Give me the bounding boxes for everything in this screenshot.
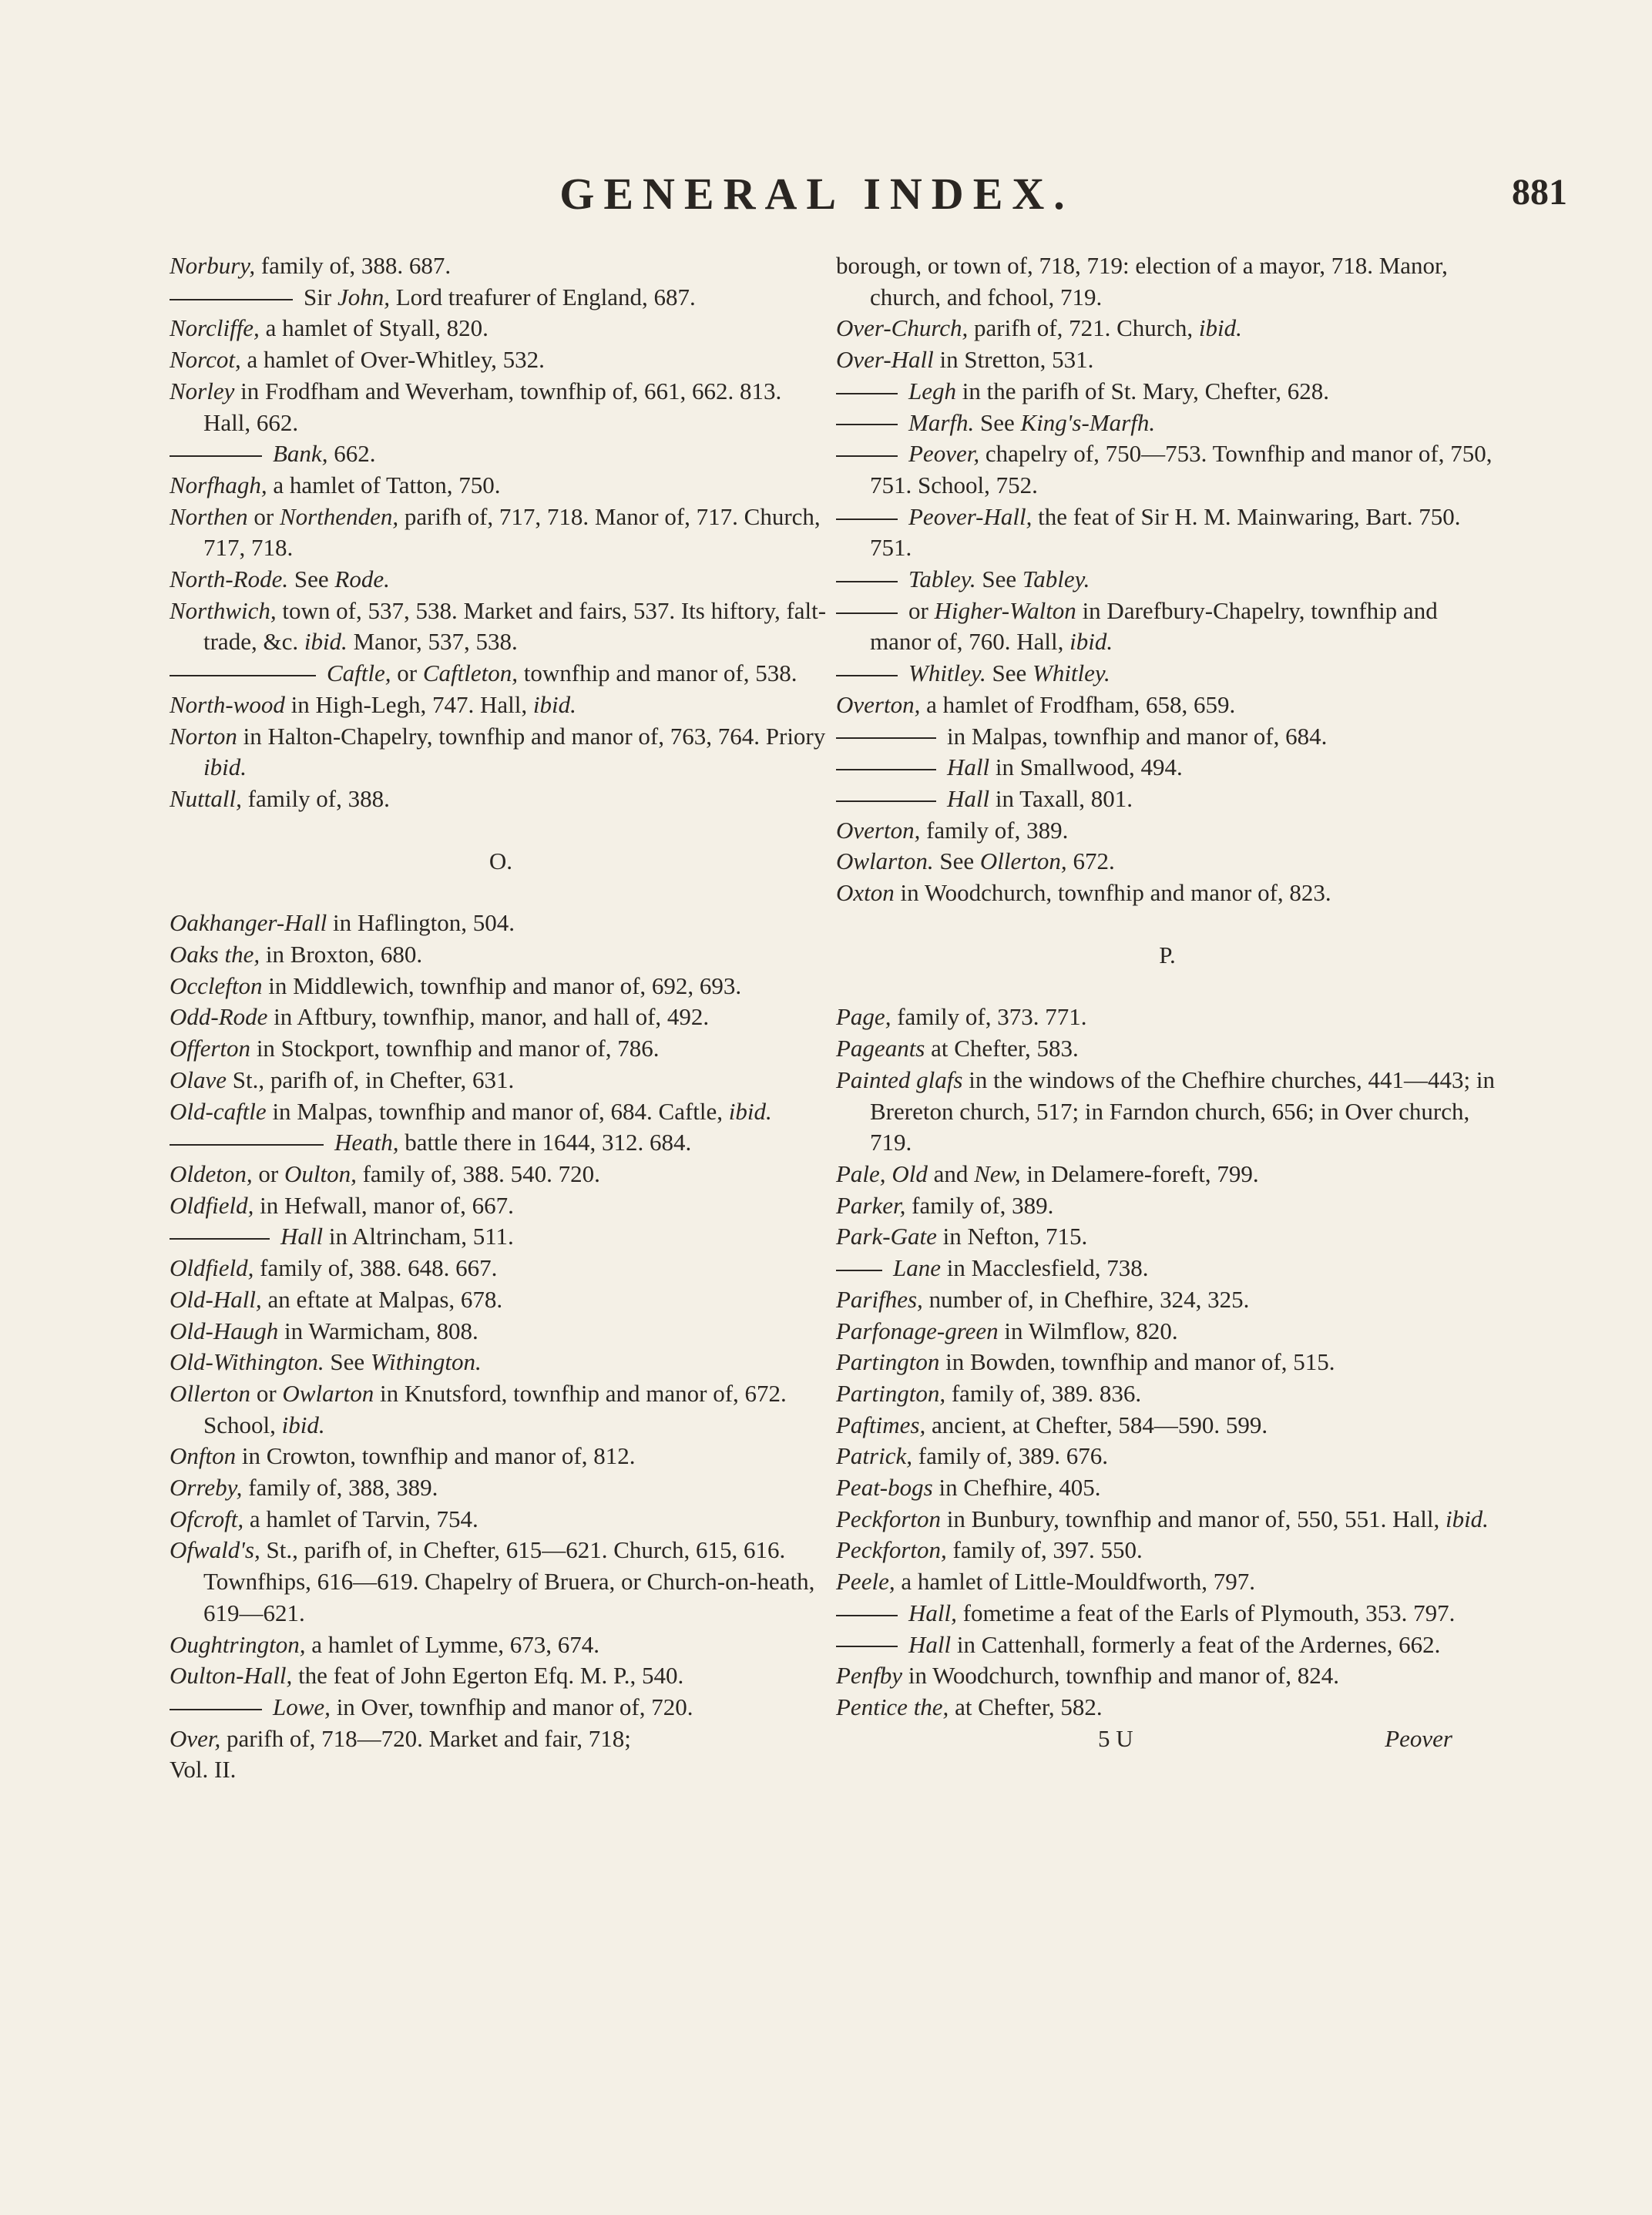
entry-term: Oxton <box>836 879 895 907</box>
entry-text: family of, 389. 676. <box>912 1442 1108 1470</box>
index-entry <box>836 1347 1499 1378</box>
entry-text: a hamlet of Over-Whitley, 532. <box>240 346 545 374</box>
entry-term: Orreby, <box>170 1474 243 1502</box>
index-entry <box>170 1033 832 1065</box>
index-entry <box>836 815 1499 847</box>
entry-text: in Bowden, townfhip and manor of, 515. <box>939 1348 1335 1376</box>
ditto-dash <box>836 769 936 770</box>
entry-text: in Delamere-foreft, 799. <box>1020 1160 1259 1187</box>
entry-text: in Stockport, townfhip and manor of, 786. <box>250 1035 660 1062</box>
left-column <box>170 250 832 1786</box>
index-entry <box>170 721 832 784</box>
entry-term: ibid. <box>728 1097 772 1125</box>
entry-term: Over-Hall <box>836 346 934 374</box>
page-title: GENERAL INDEX. <box>559 169 1074 219</box>
ditto-dash <box>836 519 898 520</box>
entry-term: Northenden, <box>279 502 399 530</box>
entry-text: at Chefter, 582. <box>949 1693 1103 1720</box>
entry-term: Park-Gate <box>836 1223 937 1250</box>
ditto-dash <box>836 737 936 739</box>
index-entry <box>170 596 832 658</box>
entry-term: North-Rode. <box>170 565 289 593</box>
entry-term: Parifhes, <box>836 1285 923 1313</box>
entry-text: parifh of, 717, 718. Manor of, 717. Church, 717, 718. <box>203 502 821 562</box>
entry-term: Page, <box>836 1003 891 1031</box>
entry-text: in the windows of the Chefhire churches, 441—443; in Brereton church, 517; in Farndon church, 656; in Over church, 719. <box>870 1066 1495 1156</box>
entry-text: a hamlet of Styall, 820. <box>259 314 489 342</box>
entry-text: in Knutsford, townfhip and manor of, 672. School, <box>203 1379 787 1438</box>
index-entry <box>836 1629 1499 1661</box>
entry-term: Patrick, <box>836 1442 912 1470</box>
entry-text: the feat of John Egerton Efq. M. P., 540. <box>292 1662 684 1690</box>
entry-text: in Middlewich, townfhip and manor of, 692, 693. <box>262 972 742 999</box>
entry-term: Oakhanger-Hall <box>170 909 327 937</box>
entry-term: Higher-Walton <box>934 596 1076 624</box>
entry-term: Rode. <box>334 565 390 593</box>
index-entry <box>170 1347 832 1378</box>
entry-text: in Darefbury-Chapelry, townfhip and manor of, 760. Hall, <box>870 596 1438 656</box>
entry-text: in Aftbury, townfhip, manor, and hall of, 492. <box>267 1003 710 1031</box>
entry-text: battle there in 1644, 312. 684. <box>398 1129 692 1156</box>
entry-term: King's-Marfh. <box>1020 408 1156 436</box>
ditto-dash <box>836 612 898 614</box>
index-entry <box>170 1441 832 1472</box>
entry-text: a hamlet of Little-Mouldfworth, 797. <box>895 1568 1256 1596</box>
index-entry <box>836 1033 1499 1065</box>
catchword: Peover <box>1385 1724 1452 1752</box>
entry-text: in Frodfham and Weverham, townfhip of, 661, 662. 813. Hall, 662. <box>203 377 782 436</box>
entry-term: Northwich, <box>170 596 277 624</box>
entry-term: Hall <box>947 753 990 781</box>
entry-term: Partington, <box>836 1379 946 1407</box>
entry-term: Hall, <box>908 1599 957 1626</box>
entry-term: Ollerton, <box>979 847 1067 875</box>
entry-text: in Woodchurch, townfhip and manor of, 824. <box>902 1662 1339 1690</box>
entry-term: Peat-bogs <box>836 1474 933 1502</box>
entry-term: Peover-Hall, <box>908 502 1032 530</box>
entry-text: chapelry of, 750—753. Townfhip and manor of, 750, 751. School, 752. <box>870 440 1493 498</box>
entry-text: See <box>974 408 1021 436</box>
entry-text: Manor, 537, 538. <box>347 628 518 656</box>
index-entry <box>836 1504 1499 1535</box>
entry-term: Ofwald's, <box>170 1536 260 1564</box>
entry-term: Northen <box>170 502 248 530</box>
index-entry <box>836 721 1499 753</box>
index-entry <box>836 784 1499 815</box>
entry-text: parifh of, 718—720. Market and fair, 718; <box>220 1724 631 1752</box>
entry-text: in Macclesfield, 738. <box>941 1254 1149 1282</box>
index-entry <box>836 1221 1499 1253</box>
index-entry <box>170 1629 832 1661</box>
index-entry <box>170 564 832 596</box>
index-entry <box>836 658 1499 690</box>
index-entry <box>170 1096 832 1128</box>
index-entry <box>836 1253 1499 1284</box>
entry-text: in Stretton, 531. <box>933 346 1094 374</box>
entry-text: in Altrincham, 511. <box>323 1223 514 1250</box>
entry-term: Tabley. <box>908 565 976 593</box>
index-entry <box>170 784 832 815</box>
index-entry <box>170 1221 832 1253</box>
entry-term: Odd-Rode <box>170 1003 268 1031</box>
entry-text: and <box>927 1160 975 1187</box>
entry-text: in Nefton, 715. <box>936 1223 1088 1250</box>
entry-term: Whitley. <box>908 659 986 687</box>
entry-term: Occlefton <box>170 972 263 999</box>
entry-text: in Malpas, townfhip and manor of, 684. <box>947 722 1328 750</box>
signature-mark: 5 U <box>1098 1724 1133 1752</box>
index-entry <box>170 1504 832 1535</box>
entry-term: Pentice the, <box>836 1693 949 1720</box>
entry-term: John, <box>337 283 390 310</box>
entry-text: in Malpas, townfhip and manor of, 684. Caftle, <box>266 1097 729 1125</box>
entry-text: in Bunbury, townfhip and manor of, 550, 551. Hall, <box>941 1505 1446 1532</box>
index-entry <box>836 1566 1499 1598</box>
entry-term: ibid. <box>203 753 247 781</box>
entry-text: See <box>985 659 1032 687</box>
entry-text: borough, or town of, 718, 719: election of a mayor, 718. Manor, church, and fchool, 719. <box>836 252 1448 310</box>
entry-text: ancient, at Chefter, 584—590. 599. <box>925 1411 1268 1438</box>
page-footer <box>836 1723 1499 1755</box>
entry-term: New, <box>974 1160 1021 1187</box>
entry-text: 662. <box>327 440 376 468</box>
entry-term: Hall <box>908 1630 952 1658</box>
ditto-dash <box>170 455 262 457</box>
ditto-dash <box>170 299 293 300</box>
entry-term: North-wood <box>170 690 285 718</box>
ditto-dash <box>170 1144 324 1146</box>
section-heading: P. <box>1159 941 1176 968</box>
ditto-dash <box>836 455 898 457</box>
entry-term: Norley <box>170 377 235 404</box>
index-entry <box>170 470 832 502</box>
entry-term: Oulton-Hall, <box>170 1662 293 1690</box>
entry-term: Old-Haugh <box>170 1317 279 1344</box>
entry-text: family of, 389. <box>905 1191 1054 1219</box>
entry-text: at Chefter, 583. <box>925 1035 1079 1062</box>
entry-text: in Taxall, 801. <box>989 784 1133 812</box>
index-entry <box>836 1002 1499 1033</box>
entry-term: ibid. <box>1198 314 1242 342</box>
entry-term: Old <box>891 1160 928 1187</box>
index-entry <box>836 502 1499 564</box>
entry-term: Lane <box>893 1254 941 1282</box>
entry-text: in Over, townfhip and manor of, 720. <box>330 1693 693 1720</box>
index-entry <box>170 1253 832 1284</box>
page-number: 881 <box>1512 172 1567 213</box>
entry-term: Pale, <box>836 1160 886 1187</box>
index-entry <box>170 1535 832 1629</box>
entry-term: Norcliffe, <box>170 314 260 342</box>
ditto-dash <box>836 675 898 676</box>
entry-term: Caftleton, <box>422 659 518 687</box>
entry-term: Over-Church, <box>836 314 969 342</box>
entry-term: ibid. <box>1445 1505 1489 1532</box>
entry-term: Offerton <box>170 1035 251 1062</box>
index-entry <box>836 1692 1499 1723</box>
index-entry <box>836 1472 1499 1504</box>
entry-text: an eftate at Malpas, 678. <box>261 1285 503 1313</box>
entry-text: family of, 388. <box>241 784 390 812</box>
entry-term: Owlarton <box>282 1379 374 1407</box>
index-entry <box>836 1190 1499 1222</box>
ditto-dash <box>170 675 316 676</box>
index-entry <box>836 596 1499 658</box>
index-entry <box>170 1472 832 1504</box>
entry-text: family of, 388, 389. <box>242 1474 438 1502</box>
entry-text: in Cattenhall, formerly a feat of the Ardernes, 662. <box>951 1630 1441 1658</box>
index-entry <box>170 1065 832 1096</box>
entry-text: See <box>933 847 980 875</box>
entry-text: family of, 388. 540. 720. <box>356 1160 600 1187</box>
index-entry <box>836 313 1499 344</box>
index-entry <box>170 1190 832 1222</box>
entry-text: in Warmicham, 808. <box>278 1317 478 1344</box>
index-entry <box>170 1159 832 1190</box>
entry-term: Old-Hall, <box>170 1285 262 1313</box>
entry-term: Tabley. <box>1022 565 1090 593</box>
index-entry <box>170 344 832 376</box>
index-entry <box>170 250 832 282</box>
entry-text: number of, in Chefhire, 324, 325. <box>922 1285 1250 1313</box>
ditto-dash <box>170 1238 270 1240</box>
entry-term: Painted glafs <box>836 1066 963 1093</box>
entry-text: See <box>324 1348 371 1376</box>
entry-term: Parfonage-green <box>836 1317 999 1344</box>
index-entry <box>836 1441 1499 1472</box>
entry-term: Overton, <box>836 690 921 718</box>
index-entry <box>836 1660 1499 1692</box>
right-column <box>836 250 1499 1754</box>
entry-term: Old-caftle <box>170 1097 267 1125</box>
entry-term: Peckforton, <box>836 1536 947 1564</box>
index-entry <box>170 908 832 939</box>
entry-term: Peover, <box>908 440 980 468</box>
entry-text: family of, 389. <box>920 816 1069 844</box>
entry-text: Sir <box>304 283 337 310</box>
entry-term: Heath, <box>334 1129 399 1156</box>
ditto-dash <box>836 424 898 425</box>
entry-text: town of, 537, 538. Market and fairs, 537. Its hiftory, falt-trade, &c. <box>203 596 827 656</box>
entry-text: family of, 388. 648. 667. <box>254 1254 498 1282</box>
entry-term: Owlarton. <box>836 847 934 875</box>
volume-label: Vol. II. <box>170 1756 237 1784</box>
entry-term: Oaks the, <box>170 941 260 968</box>
entry-term: Peele, <box>836 1568 895 1596</box>
entry-term: Penfby <box>836 1662 903 1690</box>
entry-text: in the parifh of St. Mary, Chefter, 628. <box>956 377 1330 404</box>
index-entry <box>836 1284 1499 1316</box>
index-entry <box>170 313 832 344</box>
entry-text: or <box>250 1379 283 1407</box>
entry-term: Oldeton, <box>170 1160 253 1187</box>
entry-text: in Wilmflow, 820. <box>998 1317 1178 1344</box>
entry-term: Withington. <box>370 1348 482 1376</box>
index-entry <box>836 408 1499 439</box>
entry-term: Caftle, <box>327 659 391 687</box>
entry-text: parifh of, 721. Church, <box>968 314 1199 342</box>
page-header <box>0 168 1652 222</box>
entry-text: St., parifh of, in Chefter, 631. <box>227 1066 515 1093</box>
entry-text: or <box>391 659 423 687</box>
entry-term: Norton <box>170 722 237 750</box>
index-entry <box>170 282 832 314</box>
index-entry <box>836 1410 1499 1441</box>
entry-term: ibid. <box>281 1411 325 1438</box>
entry-term: Hall <box>947 784 990 812</box>
entry-text: a hamlet of Tatton, 750. <box>267 471 501 498</box>
index-entry <box>170 1002 832 1033</box>
entry-term: Norbury, <box>170 252 256 279</box>
entry-term: Whitley. <box>1032 659 1110 687</box>
entry-text: family of, 373. 771. <box>891 1003 1087 1031</box>
ditto-dash <box>836 393 898 394</box>
entry-text: See <box>288 565 335 593</box>
entry-text: in Halton-Chapelry, townfhip and manor of, 763, 764. Priory <box>237 722 826 750</box>
entry-term: Lowe, <box>273 1693 331 1720</box>
ditto-dash <box>836 581 898 582</box>
entry-term: Parker, <box>836 1191 906 1219</box>
entry-term: Partington <box>836 1348 940 1376</box>
section-heading: O. <box>489 847 513 874</box>
entry-text: family of, 389. 836. <box>945 1379 1142 1407</box>
ditto-dash <box>170 1709 262 1710</box>
index-entry <box>170 690 832 721</box>
entry-term: Nuttall, <box>170 784 242 812</box>
entry-text: a hamlet of Frodfham, 658, 659. <box>920 690 1236 718</box>
entry-text: See <box>975 565 1022 593</box>
entry-term: Ollerton <box>170 1379 251 1407</box>
entry-text: or <box>908 596 935 624</box>
entry-text: family of, 397. 550. <box>946 1536 1143 1564</box>
ditto-dash <box>836 1270 882 1271</box>
index-entry <box>170 1316 832 1347</box>
index-entry <box>836 250 1499 313</box>
entry-term: Oughtrington, <box>170 1630 306 1658</box>
index-entry <box>170 376 832 438</box>
index-entry <box>836 846 1499 878</box>
index-entry <box>170 1378 832 1441</box>
entry-text: or <box>247 502 280 530</box>
entry-term: Paftimes, <box>836 1411 926 1438</box>
index-entry <box>170 1660 832 1692</box>
index-entry <box>170 502 832 564</box>
entry-text: in Crowton, townfhip and manor of, 812. <box>236 1442 636 1470</box>
index-entry <box>170 1127 832 1159</box>
entry-text: in Woodchurch, townfhip and manor of, 823. <box>894 879 1331 907</box>
entry-term: Olave <box>170 1066 227 1093</box>
entry-term: ibid. <box>1069 628 1113 656</box>
entry-term: Ofcroft, <box>170 1505 244 1532</box>
entry-term: Legh <box>908 377 956 404</box>
entry-term: Oldfield, <box>170 1254 254 1282</box>
index-entry <box>170 1723 832 1755</box>
index-entry <box>836 1065 1499 1159</box>
index-entry <box>836 1378 1499 1410</box>
entry-term: Onfton <box>170 1442 237 1470</box>
entry-text: or <box>252 1160 284 1187</box>
entry-term: ibid. <box>304 628 348 656</box>
index-entry <box>836 564 1499 596</box>
entry-term: Oldfield, <box>170 1191 254 1219</box>
entry-term: Over, <box>170 1724 221 1752</box>
entry-text: in Haflington, 504. <box>327 909 515 937</box>
index-entry <box>170 438 832 470</box>
index-entry <box>836 690 1499 721</box>
ditto-dash <box>836 1615 898 1616</box>
entry-text: 672. <box>1066 847 1115 875</box>
index-entry <box>836 344 1499 376</box>
entry-text: in Smallwood, 494. <box>989 753 1183 781</box>
entry-term: Peckforton <box>836 1505 942 1532</box>
index-entry <box>170 1284 832 1316</box>
entry-term: Oulton, <box>284 1160 357 1187</box>
entry-text: St., parifh of, in Chefter, 615—621. Church, 615, 616. Townfhips, 616—619. Chapelry of Bruera, or Church-on-heath, 619—621. <box>203 1536 815 1626</box>
index-entry <box>836 376 1499 408</box>
entry-term: ibid. <box>532 690 576 718</box>
entry-term: Overton, <box>836 816 921 844</box>
entry-text: fometime a feat of the Earls of Plymouth, 353. 797. <box>956 1599 1456 1626</box>
index-entry <box>170 971 832 1002</box>
entry-text: in Chefhire, 405. <box>932 1474 1101 1502</box>
entry-text: the feat of Sir H. M. Mainwaring, Bart. 750. 751. <box>870 502 1461 562</box>
entry-text: in High-Legh, 747. Hall, <box>284 690 533 718</box>
entry-text: a hamlet of Lymme, 673, 674. <box>305 1630 599 1658</box>
index-entry <box>836 438 1499 501</box>
entry-text: Lord treafurer of England, 687. <box>389 283 696 310</box>
entry-term: Norcot, <box>170 346 241 374</box>
index-entry <box>836 1159 1499 1190</box>
index-entry <box>836 1316 1499 1347</box>
entry-text: family of, 388. 687. <box>255 252 452 279</box>
entry-text: in Hefwall, manor of, 667. <box>254 1191 514 1219</box>
entry-term: Old-Withington. <box>170 1348 324 1376</box>
entry-text: a hamlet of Tarvin, 754. <box>243 1505 478 1532</box>
index-entry <box>836 1598 1499 1629</box>
index-entry <box>170 658 832 690</box>
ditto-dash <box>836 800 936 802</box>
index-entry <box>836 878 1499 909</box>
index-entry <box>836 752 1499 784</box>
index-entry <box>170 939 832 971</box>
entry-term: Marfh. <box>908 408 975 436</box>
index-entry <box>836 1535 1499 1566</box>
entry-term: Pageants <box>836 1035 925 1062</box>
index-entry <box>170 1692 832 1723</box>
entry-term: Bank, <box>273 440 328 468</box>
entry-text: in Broxton, 680. <box>260 941 423 968</box>
ditto-dash <box>836 1646 898 1647</box>
entry-text: townfhip and manor of, 538. <box>518 659 797 687</box>
entry-term: Hall <box>280 1223 324 1250</box>
entry-term: Norfhagh, <box>170 471 267 498</box>
